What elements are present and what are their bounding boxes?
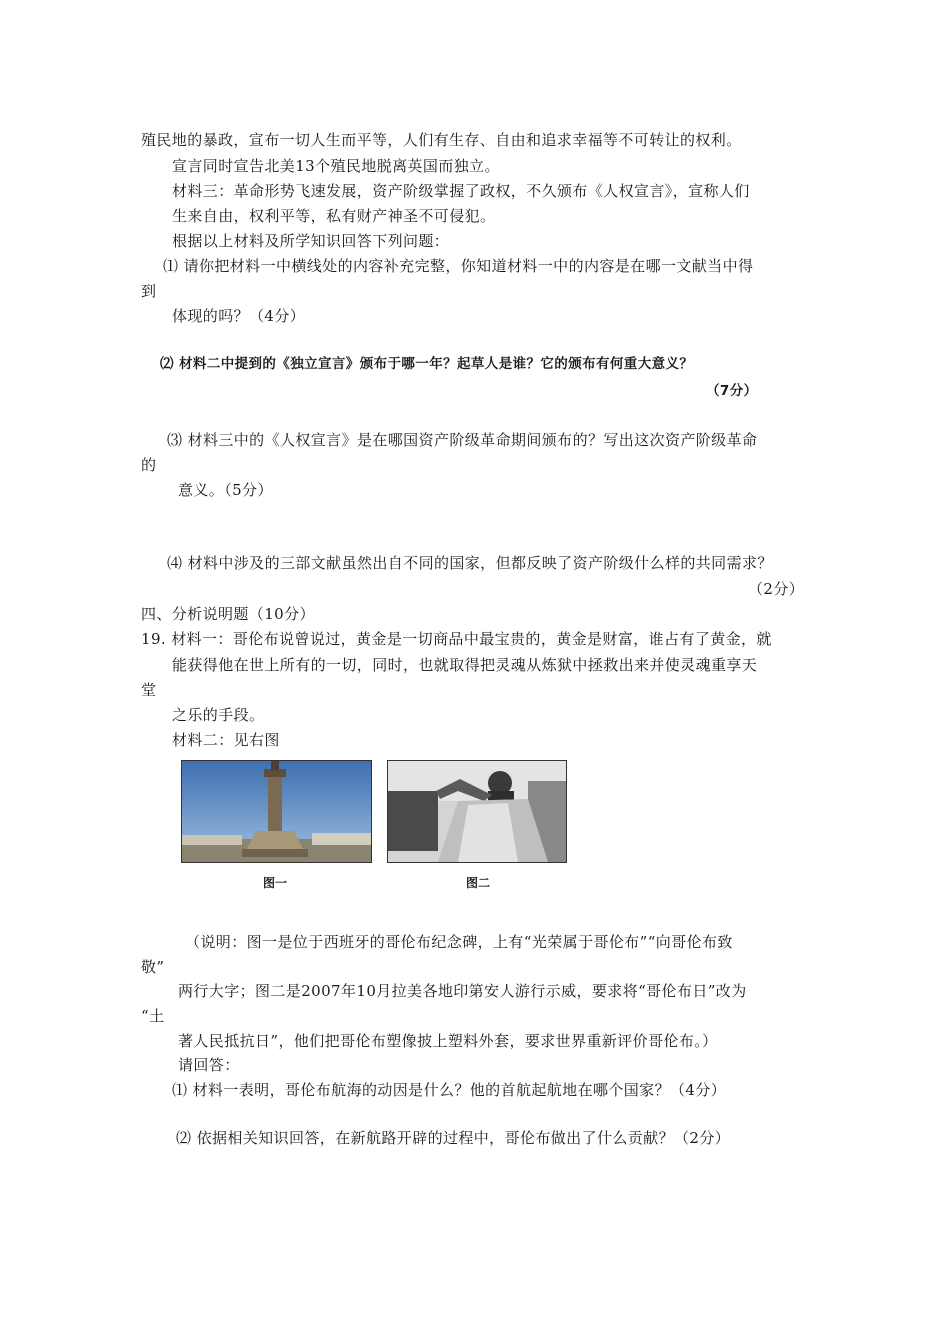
statue-photo: [388, 761, 566, 862]
text-line: “土: [141, 1007, 165, 1025]
monument-photo: [182, 761, 371, 862]
text-line: 两行大字；图二是2007年10月拉美各地印第安人游行示威，要求将“哥伦布日”改为: [178, 982, 747, 1000]
question-19: 19. 材料一：哥伦布说曾说过，黄金是一切商品中最宝贵的，黄金是财富，谁占有了黄金，就: [141, 630, 772, 648]
text-line: 殖民地的暴政，宣布一切人生而平等，人们有生存、自由和追求幸福等不可转让的权利。: [141, 131, 742, 149]
text-line: 能获得他在世上所有的一切，同时，也就取得把灵魂从炼狱中拯救出来并使灵魂重享天: [172, 656, 758, 674]
question-2: ⑵ 材料二中提到的《独立宣言》颁布于哪一年？起草人是谁？它的颁布有何重大意义？: [160, 356, 694, 372]
section-heading: 四、分析说明题（10分）: [141, 605, 315, 623]
text-line: 生来自由，权利平等，私有财产神圣不可侵犯。: [172, 207, 496, 225]
question-19-1: ⑴ 材料一表明，哥伦布航海的动因是什么？他的首航起航地在哪个国家？（4分）: [172, 1081, 727, 1099]
text-line: （说明：图一是位于西班牙的哥伦布纪念碑，上有“光荣属于哥伦布”“向哥伦布致: [185, 933, 733, 951]
text-line: 意义。（5分）: [178, 481, 273, 499]
question-2-score: （7分）: [706, 383, 758, 399]
text-line: 材料三：革命形势飞速发展，资产阶级掌握了政权，不久颁布《人权宣言》，宣称人们: [172, 182, 750, 200]
figure-2-covered-statue: [387, 760, 567, 863]
question-3: ⑶ 材料三中的《人权宣言》是在哪国资产阶级革命期间颁布的？写出这次资产阶级革命: [167, 431, 758, 449]
question-4-score: （2分）: [748, 580, 805, 598]
question-4: ⑷ 材料中涉及的三部文献虽然出自不同的国家，但都反映了资产阶级什么样的共同需求？: [167, 554, 773, 572]
text-line: 之乐的手段。: [172, 706, 265, 724]
figure-2-caption: 图二: [466, 876, 491, 890]
text-line: 敬”: [141, 958, 165, 976]
text-line: 的: [141, 456, 157, 474]
text-line: 体现的吗？（4分）: [172, 307, 306, 325]
text-line: 材料二：见右图: [172, 731, 280, 749]
text-line: 根据以上材料及所学知识回答下列问题：: [172, 232, 450, 250]
text-line: 到: [141, 282, 157, 300]
question-19-2: ⑵ 依据相关知识回答，在新航路开辟的过程中，哥伦布做出了什么贡献？（2分）: [176, 1129, 731, 1147]
text-line: 宣言同时宣告北美13个殖民地脱离英国而独立。: [172, 157, 500, 175]
text-line: 著人民抵抗日”，他们把哥伦布塑像披上塑料外套，要求世界重新评价哥伦布。）: [178, 1032, 718, 1050]
text-line: 堂: [141, 681, 157, 699]
text-line: 请回答：: [178, 1056, 240, 1074]
figure-1-caption: 图一: [263, 876, 288, 890]
figure-1-columbus-monument: [181, 760, 372, 863]
question-1: ⑴ 请你把材料一中横线处的内容补充完整，你知道材料一中的内容是在哪一文献当中得: [163, 257, 754, 275]
